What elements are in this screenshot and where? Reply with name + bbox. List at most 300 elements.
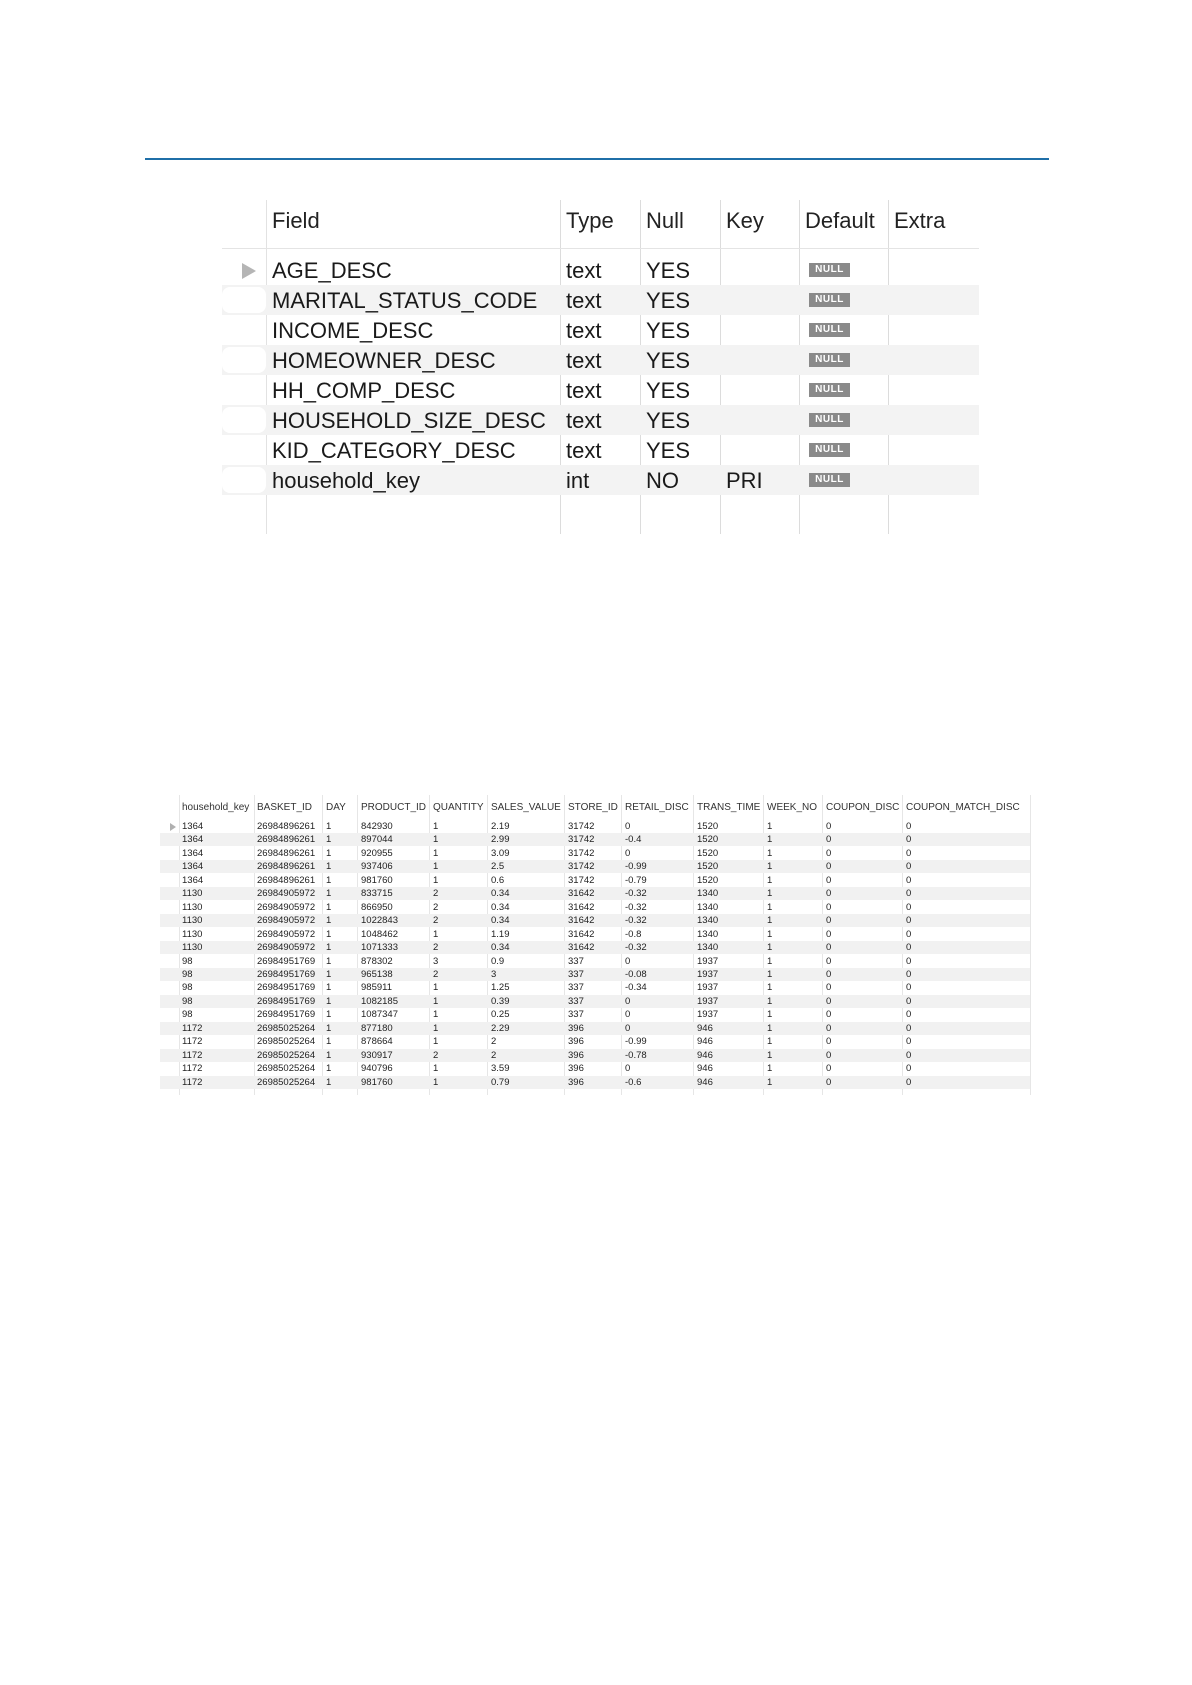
table-cell[interactable]: 2.99 bbox=[491, 834, 510, 846]
table-cell[interactable]: 937406 bbox=[361, 861, 393, 873]
table-row[interactable] bbox=[160, 1022, 1030, 1035]
table-row[interactable] bbox=[160, 847, 1030, 860]
table-cell[interactable]: 866950 bbox=[361, 901, 393, 913]
column-header-extra[interactable]: Extra bbox=[894, 208, 946, 233]
table-cell[interactable]: 26985025264 bbox=[257, 1049, 316, 1061]
table-cell[interactable]: 26985025264 bbox=[257, 1063, 316, 1075]
column-header-coupon-match-disc[interactable]: COUPON_MATCH_DISC bbox=[906, 802, 1020, 813]
table-cell[interactable]: 2 bbox=[491, 1036, 497, 1048]
table-cell[interactable]: 1 bbox=[326, 821, 332, 832]
table-cell[interactable]: -0.99 bbox=[625, 861, 647, 873]
column-header-key[interactable]: Key bbox=[726, 208, 764, 233]
table-cell[interactable]: 878664 bbox=[361, 1036, 393, 1048]
table-cell[interactable]: 98 bbox=[182, 1009, 193, 1021]
cell-type[interactable]: text bbox=[566, 438, 602, 463]
cell-null[interactable]: YES bbox=[646, 348, 691, 373]
table-cell[interactable]: 981760 bbox=[361, 1076, 393, 1088]
table-cell[interactable]: 1 bbox=[767, 1063, 773, 1075]
table-cell[interactable]: 1 bbox=[326, 834, 332, 846]
table-cell[interactable]: 0 bbox=[826, 1076, 832, 1088]
table-cell[interactable]: 1937 bbox=[697, 955, 719, 967]
table-cell[interactable]: 26984905972 bbox=[257, 928, 316, 940]
table-row[interactable] bbox=[160, 887, 1030, 900]
table-cell[interactable]: 0 bbox=[906, 1036, 912, 1048]
table-cell[interactable]: 1937 bbox=[697, 1009, 719, 1021]
table-cell[interactable]: 1 bbox=[326, 942, 332, 954]
table-cell[interactable]: 1 bbox=[433, 1036, 439, 1048]
table-cell[interactable]: 1 bbox=[767, 995, 773, 1007]
table-cell[interactable]: 940796 bbox=[361, 1063, 393, 1075]
table-cell[interactable]: -0.08 bbox=[625, 968, 647, 980]
table-cell[interactable]: 1 bbox=[326, 888, 332, 900]
table-cell[interactable]: 878302 bbox=[361, 955, 393, 967]
table-cell[interactable]: 1 bbox=[433, 874, 439, 886]
table-cell[interactable]: 1172 bbox=[182, 1076, 203, 1088]
table-cell[interactable]: 0 bbox=[906, 995, 912, 1007]
table-cell[interactable]: 1520 bbox=[697, 847, 719, 859]
table-cell[interactable]: 1 bbox=[767, 861, 773, 873]
table-cell[interactable]: 0 bbox=[906, 888, 912, 900]
table-cell[interactable]: 31742 bbox=[568, 821, 595, 832]
table-cell[interactable]: 1520 bbox=[697, 874, 719, 886]
table-cell[interactable]: -0.32 bbox=[625, 901, 647, 913]
column-header-coupon-disc[interactable]: COUPON_DISC bbox=[826, 802, 900, 813]
table-row[interactable] bbox=[160, 874, 1030, 887]
table-cell[interactable]: 2 bbox=[491, 1049, 497, 1061]
table-cell[interactable]: 1 bbox=[326, 901, 332, 913]
table-cell[interactable]: 0 bbox=[826, 861, 832, 873]
table-cell[interactable]: 2 bbox=[433, 901, 439, 913]
table-cell[interactable]: 1 bbox=[767, 968, 773, 980]
cell-field[interactable]: HH_COMP_DESC bbox=[272, 378, 456, 403]
table-cell[interactable]: 337 bbox=[568, 982, 584, 994]
table-cell[interactable]: 1 bbox=[326, 995, 332, 1007]
cell-type[interactable]: text bbox=[566, 288, 602, 313]
table-cell[interactable]: 0 bbox=[826, 888, 832, 900]
table-cell[interactable]: 31742 bbox=[568, 847, 595, 859]
table-cell[interactable]: 946 bbox=[697, 1022, 713, 1034]
table-cell[interactable]: 3.09 bbox=[491, 847, 510, 859]
column-header-week-no[interactable]: WEEK_NO bbox=[767, 802, 818, 813]
table-cell[interactable]: 26984896261 bbox=[257, 861, 316, 873]
table-cell[interactable]: 1340 bbox=[697, 901, 719, 913]
table-cell[interactable]: 1130 bbox=[182, 928, 203, 940]
table-cell[interactable]: 0 bbox=[826, 1049, 832, 1061]
table-cell[interactable]: 0 bbox=[826, 955, 832, 967]
table-cell[interactable]: 1340 bbox=[697, 928, 719, 940]
table-cell[interactable]: 1340 bbox=[697, 942, 719, 954]
column-header-quantity[interactable]: QUANTITY bbox=[433, 802, 484, 813]
table-cell[interactable]: 985911 bbox=[361, 982, 392, 994]
table-cell[interactable]: 946 bbox=[697, 1076, 713, 1088]
column-header-null[interactable]: Null bbox=[646, 208, 684, 233]
table-cell[interactable]: 0 bbox=[625, 1009, 631, 1021]
table-cell[interactable]: 946 bbox=[697, 1063, 713, 1075]
table-cell[interactable]: 1520 bbox=[697, 861, 719, 873]
table-cell[interactable]: 0 bbox=[906, 942, 912, 954]
cell-null[interactable]: YES bbox=[646, 258, 691, 283]
cell-null[interactable]: YES bbox=[646, 408, 691, 433]
column-header-field[interactable]: Field bbox=[272, 208, 320, 233]
table-cell[interactable]: 0 bbox=[826, 995, 832, 1007]
table-cell[interactable]: 1937 bbox=[697, 995, 719, 1007]
table-cell[interactable]: 946 bbox=[697, 1036, 713, 1048]
table-cell[interactable]: 1130 bbox=[182, 888, 203, 900]
table-cell[interactable]: 1937 bbox=[697, 982, 719, 994]
table-cell[interactable]: 1071333 bbox=[361, 942, 398, 954]
table-cell[interactable]: 98 bbox=[182, 982, 193, 994]
table-cell[interactable]: 1130 bbox=[182, 942, 203, 954]
table-cell[interactable]: 1 bbox=[767, 874, 773, 886]
table-row[interactable] bbox=[222, 255, 979, 285]
table-row[interactable] bbox=[160, 820, 1030, 833]
table-cell[interactable]: 1520 bbox=[697, 834, 719, 846]
table-row[interactable] bbox=[160, 1035, 1030, 1048]
table-cell[interactable]: 1937 bbox=[697, 968, 719, 980]
table-cell[interactable]: 1 bbox=[767, 942, 773, 954]
table-cell[interactable]: 0 bbox=[826, 1022, 832, 1034]
table-cell[interactable]: 26984951769 bbox=[257, 995, 316, 1007]
table-cell[interactable]: 98 bbox=[182, 968, 193, 980]
column-header-day[interactable]: DAY bbox=[326, 802, 346, 813]
column-header-type[interactable]: Type bbox=[566, 208, 614, 233]
table-cell[interactable]: 1364 bbox=[182, 874, 204, 886]
table-cell[interactable]: 920955 bbox=[361, 847, 393, 859]
table-cell[interactable]: 1 bbox=[326, 847, 332, 859]
table-cell[interactable]: 31742 bbox=[568, 834, 595, 846]
cell-field[interactable]: MARITAL_STATUS_CODE bbox=[272, 288, 538, 313]
table-row[interactable] bbox=[222, 465, 979, 495]
table-cell[interactable]: 1 bbox=[433, 995, 439, 1007]
table-cell[interactable]: 31642 bbox=[568, 928, 595, 940]
table-row[interactable] bbox=[160, 914, 1030, 927]
table-row[interactable] bbox=[222, 315, 979, 345]
table-cell[interactable]: 1 bbox=[326, 968, 332, 980]
table-cell[interactable]: 98 bbox=[182, 995, 193, 1007]
table-cell[interactable]: 0 bbox=[826, 928, 832, 940]
table-cell[interactable]: 1 bbox=[767, 1049, 773, 1061]
table-cell[interactable]: 396 bbox=[568, 1036, 584, 1048]
table-cell[interactable]: -0.99 bbox=[625, 1036, 647, 1048]
table-cell[interactable]: 1 bbox=[767, 847, 773, 859]
table-cell[interactable]: -0.34 bbox=[625, 982, 647, 994]
table-cell[interactable]: 337 bbox=[568, 995, 584, 1007]
table-row[interactable] bbox=[160, 968, 1030, 981]
table-row[interactable] bbox=[160, 860, 1030, 873]
table-cell[interactable]: 0 bbox=[906, 1063, 912, 1075]
table-cell[interactable]: 3.59 bbox=[491, 1063, 510, 1075]
table-cell[interactable]: 0 bbox=[625, 955, 631, 967]
table-cell[interactable]: 0 bbox=[906, 861, 912, 873]
table-cell[interactable]: 0.25 bbox=[491, 1009, 510, 1021]
table-cell[interactable]: 31642 bbox=[568, 888, 595, 900]
table-cell[interactable]: 26984896261 bbox=[257, 821, 316, 832]
cell-field[interactable]: AGE_DESC bbox=[272, 258, 392, 283]
table-cell[interactable]: 1 bbox=[326, 861, 332, 873]
table-cell[interactable]: 1 bbox=[767, 928, 773, 940]
table-cell[interactable]: 26985025264 bbox=[257, 1022, 316, 1034]
table-row[interactable] bbox=[160, 1049, 1030, 1062]
table-cell[interactable]: 2 bbox=[433, 968, 439, 980]
table-cell[interactable]: 1087347 bbox=[361, 1009, 398, 1021]
table-cell[interactable]: -0.8 bbox=[625, 928, 642, 940]
table-cell[interactable]: 1 bbox=[767, 1022, 773, 1034]
table-cell[interactable]: 0 bbox=[826, 901, 832, 913]
table-cell[interactable]: 0.34 bbox=[491, 915, 510, 927]
table-cell[interactable]: 1 bbox=[326, 955, 332, 967]
table-cell[interactable]: 1082185 bbox=[361, 995, 398, 1007]
cell-type[interactable]: int bbox=[566, 468, 590, 493]
table-cell[interactable]: 0.39 bbox=[491, 995, 510, 1007]
table-cell[interactable]: 26984896261 bbox=[257, 834, 316, 846]
table-cell[interactable]: 1.19 bbox=[491, 928, 510, 940]
cell-type[interactable]: text bbox=[566, 258, 602, 283]
table-cell[interactable]: 1 bbox=[433, 982, 439, 994]
table-cell[interactable]: 0 bbox=[625, 1022, 631, 1034]
cell-null[interactable]: NO bbox=[646, 468, 679, 493]
table-cell[interactable]: 98 bbox=[182, 955, 193, 967]
table-cell[interactable]: -0.6 bbox=[625, 1076, 642, 1088]
table-cell[interactable]: 26985025264 bbox=[257, 1036, 316, 1048]
table-row[interactable] bbox=[222, 285, 979, 315]
table-cell[interactable]: 897044 bbox=[361, 834, 393, 846]
table-cell[interactable]: 1048462 bbox=[361, 928, 398, 940]
table-row[interactable] bbox=[160, 981, 1030, 994]
table-cell[interactable]: 337 bbox=[568, 1009, 584, 1021]
column-header-basket-id[interactable]: BASKET_ID bbox=[257, 802, 313, 813]
table-cell[interactable]: 0 bbox=[625, 1063, 631, 1075]
table-cell[interactable]: 965138 bbox=[361, 968, 393, 980]
table-row[interactable] bbox=[160, 928, 1030, 941]
table-cell[interactable]: 0 bbox=[906, 1076, 912, 1088]
table-cell[interactable]: 1 bbox=[767, 834, 773, 846]
table-cell[interactable]: 0.9 bbox=[491, 955, 505, 967]
table-cell[interactable]: 842930 bbox=[361, 821, 393, 832]
table-cell[interactable]: 0 bbox=[906, 968, 912, 980]
table-cell[interactable]: 26984905972 bbox=[257, 942, 316, 954]
table-cell[interactable]: 26984951769 bbox=[257, 955, 316, 967]
table-cell[interactable]: 31742 bbox=[568, 861, 595, 873]
cell-type[interactable]: text bbox=[566, 348, 602, 373]
table-cell[interactable]: 1 bbox=[326, 915, 332, 927]
table-cell[interactable]: 0 bbox=[826, 874, 832, 886]
table-cell[interactable]: -0.32 bbox=[625, 888, 647, 900]
table-cell[interactable]: 2 bbox=[433, 1049, 439, 1061]
table-cell[interactable]: 0 bbox=[826, 1063, 832, 1075]
table-cell[interactable]: 930917 bbox=[361, 1049, 393, 1061]
cell-null[interactable]: YES bbox=[646, 288, 691, 313]
column-header-sales-value[interactable]: SALES_VALUE bbox=[491, 802, 561, 813]
column-header-store-id[interactable]: STORE_ID bbox=[568, 802, 618, 813]
table-cell[interactable]: 396 bbox=[568, 1022, 584, 1034]
table-cell[interactable]: 0 bbox=[826, 834, 832, 846]
table-cell[interactable]: 1 bbox=[433, 1063, 439, 1075]
table-cell[interactable]: 1 bbox=[767, 955, 773, 967]
table-cell[interactable]: 0 bbox=[906, 834, 912, 846]
table-cell[interactable]: 1 bbox=[326, 982, 332, 994]
table-cell[interactable]: 0.79 bbox=[491, 1076, 510, 1088]
table-cell[interactable]: 26984905972 bbox=[257, 901, 316, 913]
cell-null[interactable]: YES bbox=[646, 318, 691, 343]
table-cell[interactable]: 0 bbox=[906, 901, 912, 913]
table-row[interactable] bbox=[222, 375, 979, 405]
table-cell[interactable]: 3 bbox=[491, 968, 497, 980]
table-cell[interactable]: -0.78 bbox=[625, 1049, 647, 1061]
table-cell[interactable]: 0 bbox=[826, 968, 832, 980]
table-cell[interactable]: 26984896261 bbox=[257, 874, 316, 886]
table-cell[interactable]: 1 bbox=[326, 1022, 332, 1034]
table-cell[interactable]: 0 bbox=[906, 874, 912, 886]
cell-field[interactable]: HOUSEHOLD_SIZE_DESC bbox=[272, 408, 546, 433]
table-cell[interactable]: 2.19 bbox=[491, 821, 510, 832]
table-cell[interactable]: 2.5 bbox=[491, 861, 505, 873]
table-cell[interactable]: 1364 bbox=[182, 861, 204, 873]
table-cell[interactable]: 1172 bbox=[182, 1036, 203, 1048]
table-cell[interactable]: 26984896261 bbox=[257, 847, 316, 859]
table-cell[interactable]: 1364 bbox=[182, 821, 204, 832]
table-cell[interactable]: 26984905972 bbox=[257, 888, 316, 900]
table-cell[interactable]: 0 bbox=[906, 982, 912, 994]
table-cell[interactable]: 26984905972 bbox=[257, 915, 316, 927]
table-cell[interactable]: 0 bbox=[826, 982, 832, 994]
table-cell[interactable]: 1172 bbox=[182, 1063, 203, 1075]
cell-field[interactable]: household_key bbox=[272, 468, 421, 493]
table-cell[interactable]: 2 bbox=[433, 888, 439, 900]
table-cell[interactable]: 0.34 bbox=[491, 901, 510, 913]
table-cell[interactable]: 1 bbox=[767, 1036, 773, 1048]
table-cell[interactable]: 1 bbox=[767, 821, 773, 832]
table-cell[interactable]: 31642 bbox=[568, 901, 595, 913]
table-cell[interactable]: 1 bbox=[767, 915, 773, 927]
table-cell[interactable]: 31642 bbox=[568, 915, 595, 927]
cell-null[interactable]: YES bbox=[646, 438, 691, 463]
table-cell[interactable]: 0.34 bbox=[491, 942, 510, 954]
cell-field[interactable]: KID_CATEGORY_DESC bbox=[272, 438, 516, 463]
table-cell[interactable]: 1172 bbox=[182, 1022, 203, 1034]
table-cell[interactable]: 1 bbox=[767, 1076, 773, 1088]
table-cell[interactable]: 396 bbox=[568, 1063, 584, 1075]
table-cell[interactable]: 2.29 bbox=[491, 1022, 510, 1034]
table-cell[interactable]: 26984951769 bbox=[257, 1009, 316, 1021]
table-cell[interactable]: 396 bbox=[568, 1049, 584, 1061]
table-cell[interactable]: 396 bbox=[568, 1076, 584, 1088]
table-cell[interactable]: 0 bbox=[625, 847, 631, 859]
table-cell[interactable]: 1 bbox=[433, 861, 439, 873]
table-cell[interactable]: 0 bbox=[826, 847, 832, 859]
table-cell[interactable]: 1364 bbox=[182, 834, 204, 846]
table-cell[interactable]: 1 bbox=[433, 1076, 439, 1088]
table-cell[interactable]: 981760 bbox=[361, 874, 393, 886]
column-header-default[interactable]: Default bbox=[805, 208, 875, 233]
table-row[interactable] bbox=[160, 995, 1030, 1008]
table-row[interactable] bbox=[160, 1076, 1030, 1089]
table-cell[interactable]: 26984951769 bbox=[257, 982, 316, 994]
table-cell[interactable]: 1022843 bbox=[361, 915, 398, 927]
table-cell[interactable]: 1 bbox=[326, 1076, 332, 1088]
table-cell[interactable]: 946 bbox=[697, 1049, 713, 1061]
table-cell[interactable]: 0 bbox=[906, 915, 912, 927]
table-row[interactable] bbox=[160, 833, 1030, 846]
table-cell[interactable]: 0.6 bbox=[491, 874, 505, 886]
table-cell[interactable]: 1 bbox=[767, 888, 773, 900]
table-cell[interactable]: 1 bbox=[326, 1063, 332, 1075]
table-cell[interactable]: 2 bbox=[433, 942, 439, 954]
table-cell[interactable]: 1 bbox=[326, 1036, 332, 1048]
table-cell[interactable]: 1 bbox=[326, 1009, 332, 1021]
cell-type[interactable]: text bbox=[566, 408, 602, 433]
table-cell[interactable]: 0 bbox=[906, 928, 912, 940]
table-cell[interactable]: 337 bbox=[568, 968, 584, 980]
table-cell[interactable]: -0.32 bbox=[625, 915, 647, 927]
table-cell[interactable]: 0 bbox=[906, 1049, 912, 1061]
table-cell[interactable]: 1340 bbox=[697, 888, 719, 900]
table-cell[interactable]: 1 bbox=[326, 1049, 332, 1061]
table-cell[interactable]: 26985025264 bbox=[257, 1076, 316, 1088]
cell-field[interactable]: INCOME_DESC bbox=[272, 318, 434, 343]
column-header-household-key[interactable]: household_key bbox=[182, 802, 250, 813]
table-cell[interactable]: 1 bbox=[767, 901, 773, 913]
table-cell[interactable]: 2 bbox=[433, 915, 439, 927]
table-cell[interactable]: 1 bbox=[433, 847, 439, 859]
table-row[interactable] bbox=[160, 955, 1030, 968]
table-cell[interactable]: 1 bbox=[433, 821, 439, 832]
table-cell[interactable]: 0 bbox=[906, 1009, 912, 1021]
table-row[interactable] bbox=[222, 435, 979, 465]
table-cell[interactable]: 0 bbox=[625, 821, 631, 832]
table-cell[interactable]: 1 bbox=[326, 874, 332, 886]
table-cell[interactable]: 0 bbox=[625, 995, 631, 1007]
table-cell[interactable]: 877180 bbox=[361, 1022, 393, 1034]
table-cell[interactable]: 1 bbox=[433, 834, 439, 846]
table-cell[interactable]: 1 bbox=[767, 1009, 773, 1021]
table-row[interactable] bbox=[160, 1008, 1030, 1021]
table-cell[interactable]: 0 bbox=[826, 1036, 832, 1048]
table-cell[interactable]: 0 bbox=[906, 847, 912, 859]
table-row[interactable] bbox=[160, 941, 1030, 954]
table-row[interactable] bbox=[222, 405, 979, 435]
table-cell[interactable]: 0 bbox=[826, 942, 832, 954]
table-cell[interactable]: 26984951769 bbox=[257, 968, 316, 980]
table-row[interactable] bbox=[222, 345, 979, 375]
table-cell[interactable]: 1130 bbox=[182, 901, 203, 913]
table-cell[interactable]: 0 bbox=[826, 1009, 832, 1021]
cell-type[interactable]: text bbox=[566, 318, 602, 343]
table-cell[interactable]: 1340 bbox=[697, 915, 719, 927]
table-cell[interactable]: 833715 bbox=[361, 888, 393, 900]
table-row[interactable] bbox=[160, 1062, 1030, 1075]
cell-type[interactable]: text bbox=[566, 378, 602, 403]
table-cell[interactable]: 31742 bbox=[568, 874, 595, 886]
table-cell[interactable]: 1130 bbox=[182, 915, 203, 927]
table-cell[interactable]: 1 bbox=[326, 928, 332, 940]
empty-new-row[interactable] bbox=[222, 495, 979, 525]
table-cell[interactable]: 1 bbox=[767, 982, 773, 994]
table-cell[interactable]: 0 bbox=[826, 915, 832, 927]
table-cell[interactable]: 1520 bbox=[697, 821, 719, 832]
table-cell[interactable]: 31642 bbox=[568, 942, 595, 954]
table-cell[interactable]: 0 bbox=[826, 821, 832, 832]
cell-null[interactable]: YES bbox=[646, 378, 691, 403]
table-cell[interactable]: 1 bbox=[433, 1022, 439, 1034]
cell-field[interactable]: HOMEOWNER_DESC bbox=[272, 348, 496, 373]
table-cell[interactable]: 1 bbox=[433, 1009, 439, 1021]
table-cell[interactable]: 1172 bbox=[182, 1049, 203, 1061]
table-row[interactable] bbox=[160, 901, 1030, 914]
table-cell[interactable]: 0 bbox=[906, 821, 912, 832]
table-cell[interactable]: 1364 bbox=[182, 847, 204, 859]
cell-key[interactable]: PRI bbox=[726, 468, 763, 493]
table-cell[interactable]: 3 bbox=[433, 955, 439, 967]
